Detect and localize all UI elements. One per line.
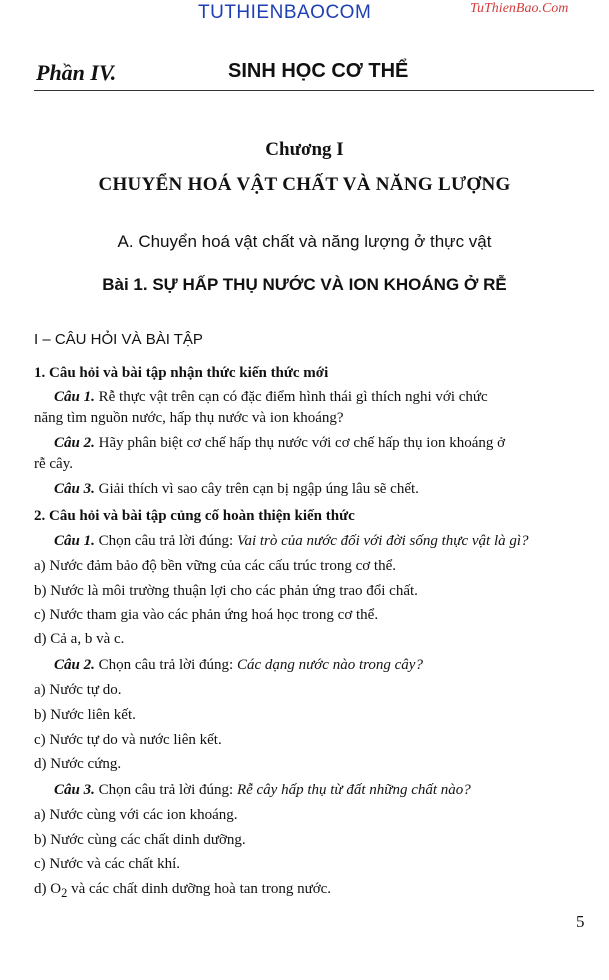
question-text: Hãy phân biệt cơ chế hấp thụ nước với cơ chế hấp thụ ion khoáng ở (94, 435, 506, 451)
option-d (34, 880, 599, 902)
part1-question-1-cont: năng tìm nguồn nước, hấp thụ nước và ion khoáng? (34, 410, 344, 426)
chapter-label: Chương I (265, 139, 344, 160)
option: a) Nước cùng với các ion khoáng. (34, 807, 238, 823)
question-text: Vai trò của nước đối với đời sống thực vật là gì? (236, 533, 529, 549)
question-text: Rễ cây hấp thụ từ đất những chất nào? (236, 782, 471, 798)
subsection-title: A. Chuyển hoá vật chất và năng lượng ở thực vật (117, 232, 492, 251)
part2-heading: 2. Câu hỏi và bài tập củng cố hoàn thiện kiến thức (34, 508, 355, 524)
option: c) Nước tự do và nước liên kết. (34, 732, 222, 748)
part1-heading: 1. Câu hỏi và bài tập nhận thức kiến thức mới (34, 365, 329, 381)
lesson-title: Bài 1. SỰ HẤP THỤ NƯỚC VÀ ION KHOÁNG Ở RỄ (102, 275, 507, 294)
question-label: Câu 2. (54, 435, 95, 451)
question-label: Câu 3. (54, 782, 95, 798)
option: c) Nước tham gia vào các phản ứng hoá học trong cơ thể. (34, 607, 379, 623)
watermark-left: TUTHIENBAOCOM (198, 2, 372, 23)
option: a) Nước tự do. (34, 682, 122, 698)
option: c) Nước và các chất khí. (34, 856, 180, 872)
question-text: Giải thích vì sao cây trên cạn bị ngập úng lâu sẽ chết. (94, 481, 419, 497)
part1-question-1 (54, 388, 609, 406)
chapter-title: CHUYỂN HOÁ VẬT CHẤT VÀ NĂNG LƯỢNG (98, 174, 511, 195)
part1-question-2 (54, 434, 609, 452)
part1-question-3 (54, 480, 609, 498)
part2-question-1 (54, 532, 609, 550)
subscript-2: 2 (61, 886, 68, 900)
page-number: 5 (576, 912, 585, 931)
question-label: Câu 1. (54, 533, 95, 549)
option: d) Nước cứng. (34, 756, 122, 772)
part1-question-2-cont: rễ cây. (34, 456, 73, 472)
part-title: SINH HỌC CƠ THỂ (228, 60, 409, 82)
question-prompt: Chọn câu trả lời đúng: (94, 657, 237, 673)
part-label: Phần IV. (36, 60, 117, 85)
question-label: Câu 3. (54, 481, 95, 497)
section-heading: I – CÂU HỎI VÀ BÀI TẬP (34, 331, 203, 348)
option: b) Nước cùng các chất dinh dưỡng. (34, 832, 246, 848)
watermark-right: TuThienBao.Com (470, 1, 569, 16)
question-prompt: Chọn câu trả lời đúng: (94, 782, 237, 798)
question-prompt: Chọn câu trả lời đúng: (94, 533, 237, 549)
question-text: Rễ thực vật trên cạn có đặc điểm hình thái gì thích nghi với chức (94, 389, 488, 405)
question-text: Các dạng nước nào trong cây? (236, 657, 423, 673)
option: b) Nước liên kết. (34, 707, 136, 723)
part2-question-2 (54, 656, 609, 674)
part2-question-3 (54, 781, 609, 799)
option: d) Cả a, b và c. (34, 631, 125, 647)
option: a) Nước đảm bảo độ bền vững của các cấu trúc trong cơ thể. (34, 558, 396, 574)
question-label: Câu 1. (54, 389, 95, 405)
header-rule (34, 90, 594, 91)
option-d-prefix: d) O (34, 881, 62, 897)
question-label: Câu 2. (54, 657, 95, 673)
option-d-text: và các chất dinh dưỡng hoà tan trong nước. (67, 881, 332, 897)
option: b) Nước là môi trường thuận lợi cho các phản ứng trao đổi chất. (34, 583, 418, 599)
